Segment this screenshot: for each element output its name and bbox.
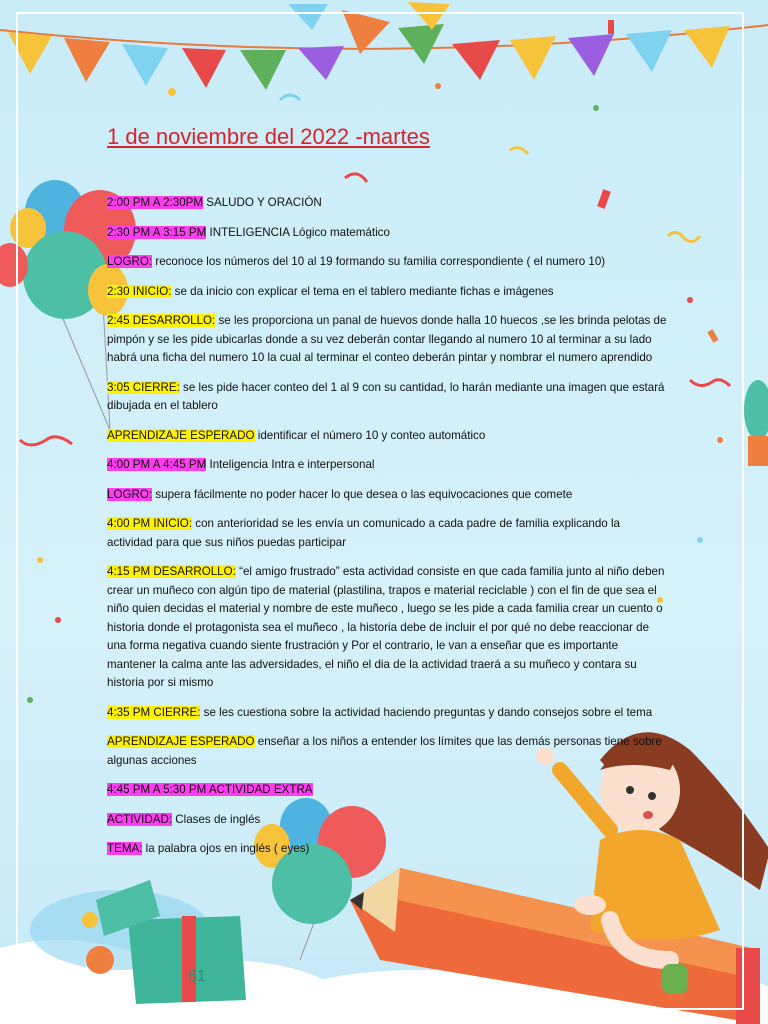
schedule-block: [107, 283, 667, 302]
block-text: INTELIGENCIA Lógico matemático: [206, 225, 390, 239]
schedule-block: [107, 563, 667, 693]
schedule-block: [107, 811, 667, 830]
highlighted-label: APRENDIZAJE ESPERADO: [107, 735, 255, 748]
block-text: se les proporciona un panal de huevos donde halla 10 huecos ,se les brinda pelotas de pimpón y se les pide ubicarlas donde a su vez deberán contar llegando al numero 10 al terminar a su lado habrá una ficha del numero 10 la cual al terminar el conteo deberán pintar y nombrar el numero aprendido: [107, 314, 667, 364]
schedule-block: [107, 840, 667, 859]
block-text: enseñar a los niños a entender los límites que las demás personas tiene sobre algunas acciones: [107, 735, 662, 767]
block-text: con anterioridad se les envía un comunicado a cada padre de familia explicando la actividad para que sus niños puedas participar: [107, 517, 620, 549]
highlighted-label: 4:35 PM CIERRE:: [107, 705, 201, 719]
schedule-block: [107, 781, 667, 800]
schedule-block: [107, 312, 667, 368]
block-text: reconoce los números del 10 al 19 formando su familia correspondiente ( el numero 10): [152, 255, 606, 268]
highlighted-label: LOGRO:: [107, 255, 153, 268]
schedule-block: [107, 486, 667, 505]
highlighted-label: 2:30 PM A 3:15 PM: [107, 225, 207, 239]
block-text: se les cuestiona sobre la actividad haciendo preguntas y dando consejos sobre el tema: [200, 705, 653, 719]
highlighted-label: APRENDIZAJE ESPERADO: [107, 428, 255, 442]
block-text: se da inicio con explicar el tema en el tablero mediante fichas e imágenes: [171, 284, 554, 298]
block-text: la palabra ojos en inglés ( eyes): [142, 842, 310, 855]
schedule-block: [107, 379, 667, 416]
block-text: identificar el número 10 y conteo automático: [254, 428, 486, 442]
schedule-block: [107, 456, 667, 475]
highlighted-label: 4:00 PM A 4:45 PM: [107, 458, 207, 471]
highlighted-label: 2:45 DESARROLLO:: [107, 314, 216, 327]
highlighted-label: 2:30 INICIO:: [107, 284, 172, 298]
schedule-block: [107, 704, 667, 723]
block-text: “el amigo frustrado” esta actividad consiste en que cada familia junto al niño deben crear un muñeco con algún tipo de material (plastilina, trapos e material reciclable ) con el fin de que sea el niño quien decidas el material y nombre de este muñeco , luego se les pide a cada familia crear un cuento o historia donde el protagonista sea el muñeco , la historia debe de incluir el por qué no debe reaccionar de una forma negativa cuando siente frustración y Por el contrario, le van a enseñar que es importante mantener la calma ante las adversidades, el niño el dia de la actividad traerá a su muñeco y contara su historia por si mismo: [107, 565, 665, 689]
schedule-block: [107, 733, 667, 770]
schedule-block: [107, 427, 667, 446]
block-text: supera fácilmente no poder hacer lo que desea o las equivocaciones que comete: [152, 487, 573, 501]
block-text: Inteligencia Intra e interpersonal: [206, 458, 375, 471]
highlighted-label: 3:05 CIERRE:: [107, 380, 180, 394]
highlighted-label: 2:00 PM A 2:30PM: [107, 196, 204, 209]
highlighted-label: ACTIVIDAD:: [107, 812, 173, 826]
highlighted-label: 4:45 PM A 5:30 PM ACTIVIDAD EXTRA: [107, 783, 313, 796]
schedule-block: [107, 224, 667, 243]
page-title: 1 de noviembre del 2022 -martes: [107, 124, 430, 149]
schedule-block: [107, 253, 667, 272]
schedule-block: [107, 194, 667, 213]
block-text: Clases de inglés: [172, 812, 261, 826]
highlighted-label: TEMA:: [107, 842, 143, 855]
gift-box-number: 61: [188, 968, 206, 985]
highlighted-label: 4:00 PM INICIO:: [107, 517, 193, 530]
highlighted-label: 4:15 PM DESARROLLO:: [107, 565, 236, 578]
highlighted-label: LOGRO:: [107, 487, 153, 501]
block-text: se les pide hacer conteo del 1 al 9 con su cantidad, lo harán mediante una imagen que estará dibujada en el tablero: [107, 380, 665, 412]
schedule-block: [107, 515, 667, 552]
schedule-content: [107, 194, 667, 870]
party-items-right: [744, 380, 768, 466]
block-text: SALUDO Y ORACIÓN: [203, 196, 322, 209]
